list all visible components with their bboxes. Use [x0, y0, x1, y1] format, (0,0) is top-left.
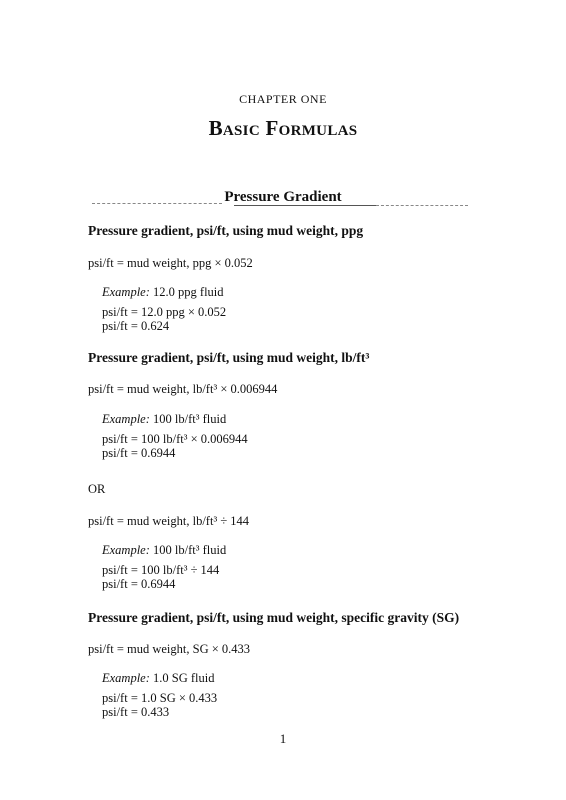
formula-lbft3: psi/ft = mud weight, lb/ft³ × 0.006944 [88, 382, 278, 396]
calc-lbft3-divide-line1: psi/ft = 100 lb/ft³ ÷ 144 [102, 563, 220, 577]
subheading-lbft3: Pressure gradient, psi/ft, using mud weight, lb/ft³ [88, 350, 370, 365]
calc-lbft3-line2: psi/ft = 0.6944 [102, 446, 176, 460]
example-text: 100 lb/ft³ fluid [153, 543, 227, 557]
page-number: 1 [279, 731, 287, 746]
formula-lbft3-divide: psi/ft = mud weight, lb/ft³ ÷ 144 [88, 514, 250, 528]
calc-ppg-line2: psi/ft = 0.624 [102, 319, 170, 333]
subheading-ppg: Pressure gradient, psi/ft, using mud weight, ppg [88, 223, 364, 238]
example-label: Example: [102, 285, 150, 299]
example-text: 12.0 ppg fluid [153, 285, 224, 299]
subheading-sg: Pressure gradient, psi/ft, using mud weight, specific gravity (SG) [88, 610, 460, 625]
chapter-label: CHAPTER ONE [239, 92, 327, 106]
calc-lbft3-divide-line2: psi/ft = 0.6944 [102, 577, 176, 591]
example-label: Example: [102, 671, 150, 685]
calc-sg-line1: psi/ft = 1.0 SG × 0.433 [102, 691, 218, 705]
example-text: 1.0 SG fluid [153, 671, 215, 685]
calc-ppg-line1: psi/ft = 12.0 ppg × 0.052 [102, 305, 227, 319]
example-label: Example: [102, 543, 150, 557]
example-text: 100 lb/ft³ fluid [153, 412, 227, 426]
section-heading: Pressure Gradient [224, 189, 342, 205]
chapter-title: Basic Formulas [208, 116, 358, 140]
section-rule-under [234, 205, 376, 206]
calc-lbft3-line1: psi/ft = 100 lb/ft³ × 0.006944 [102, 432, 248, 446]
or-separator: OR [88, 482, 106, 496]
example-label: Example: [102, 412, 150, 426]
formula-sg: psi/ft = mud weight, SG × 0.433 [88, 642, 251, 656]
section-rule-right [376, 205, 468, 206]
formula-ppg: psi/ft = mud weight, ppg × 0.052 [88, 256, 253, 270]
calc-sg-line2: psi/ft = 0.433 [102, 705, 170, 719]
example-ppg [102, 285, 224, 300]
example-lbft3-divide [102, 543, 226, 558]
example-lbft3 [102, 412, 226, 427]
example-sg [102, 671, 215, 686]
